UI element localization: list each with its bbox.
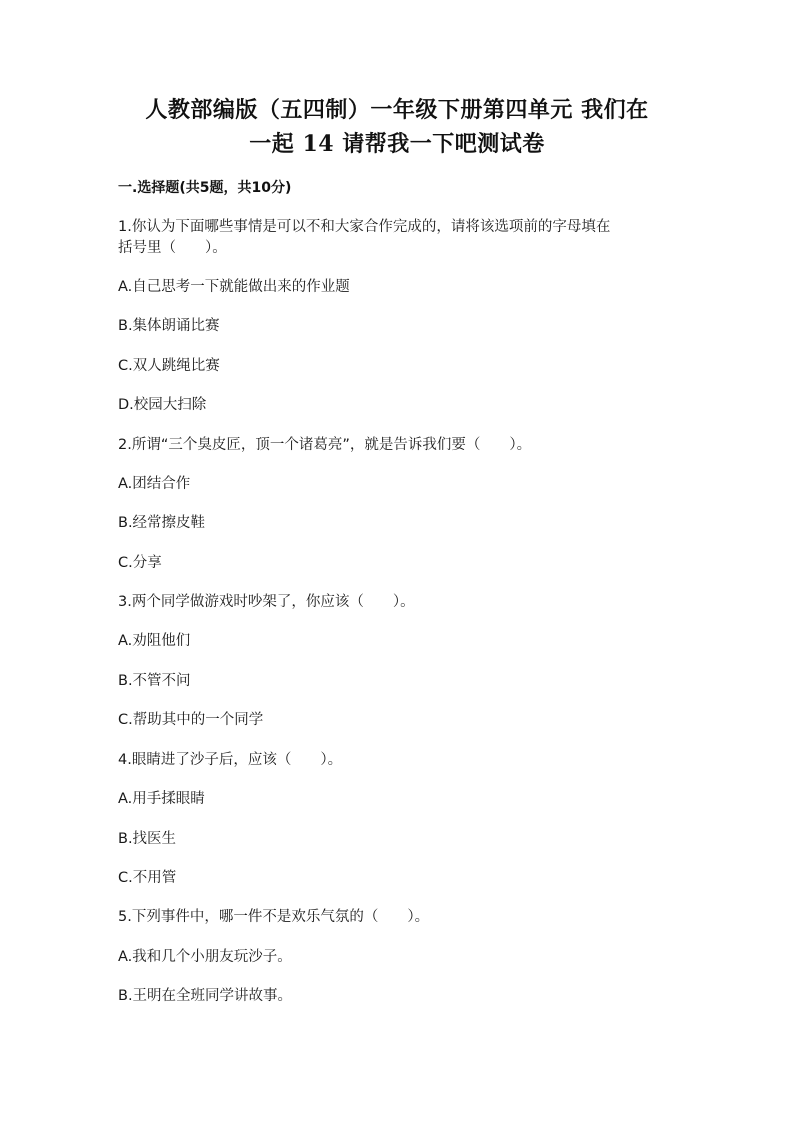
exam-title-line-2: 一起 14 请帮我一下吧测试卷 — [249, 131, 545, 157]
question-4-option-c: C.不用管 — [118, 870, 177, 886]
question-5-stem: 5.下列事件中，哪一件不是欢乐气氛的（ ）。 — [118, 909, 430, 925]
question-1-option-b: B.集体朗诵比赛 — [118, 318, 220, 334]
question-3-option-b: B.不管不问 — [118, 673, 191, 689]
section-heading: 一.选择题(共5题，共10分) — [118, 180, 292, 196]
question-3-option-c: C.帮助其中的一个同学 — [118, 712, 264, 728]
exam-title-line-1: 人教部编版（五四制）一年级下册第四单元 我们在 — [145, 97, 649, 123]
question-4-option-a: A.用手揉眼睛 — [118, 791, 205, 807]
question-4-option-b: B.找医生 — [118, 831, 177, 847]
question-5-option-a: A.我和几个小朋友玩沙子。 — [118, 949, 292, 965]
question-2-option-b: B.经常擦皮鞋 — [118, 515, 206, 531]
question-4-stem: 4.眼睛进了沙子后，应该（ ）。 — [118, 752, 343, 768]
question-1-option-c: C.双人跳绳比赛 — [118, 358, 220, 374]
question-1-stem: 1.你认为下面哪些事情是可以不和大家合作完成的，请将该选项前的字母填在 — [118, 219, 611, 235]
question-2-option-a: A.团结合作 — [118, 476, 191, 492]
question-1-stem-cont: 括号里（ ）。 — [118, 240, 227, 256]
question-5-option-b: B.王明在全班同学讲故事。 — [118, 988, 293, 1004]
question-2-stem: 2.所谓“三个臭皮匠，顶一个诸葛亮”，就是告诉我们要（ ）。 — [118, 437, 532, 453]
question-1-option-a: A.自己思考一下就能做出来的作业题 — [118, 279, 350, 295]
question-3-stem: 3.两个同学做游戏时吵架了，你应该（ ）。 — [118, 594, 415, 610]
question-1-option-d: D.校园大扫除 — [118, 397, 207, 413]
question-3-option-a: A.劝阻他们 — [118, 633, 191, 649]
question-2-option-c: C.分享 — [118, 555, 162, 571]
